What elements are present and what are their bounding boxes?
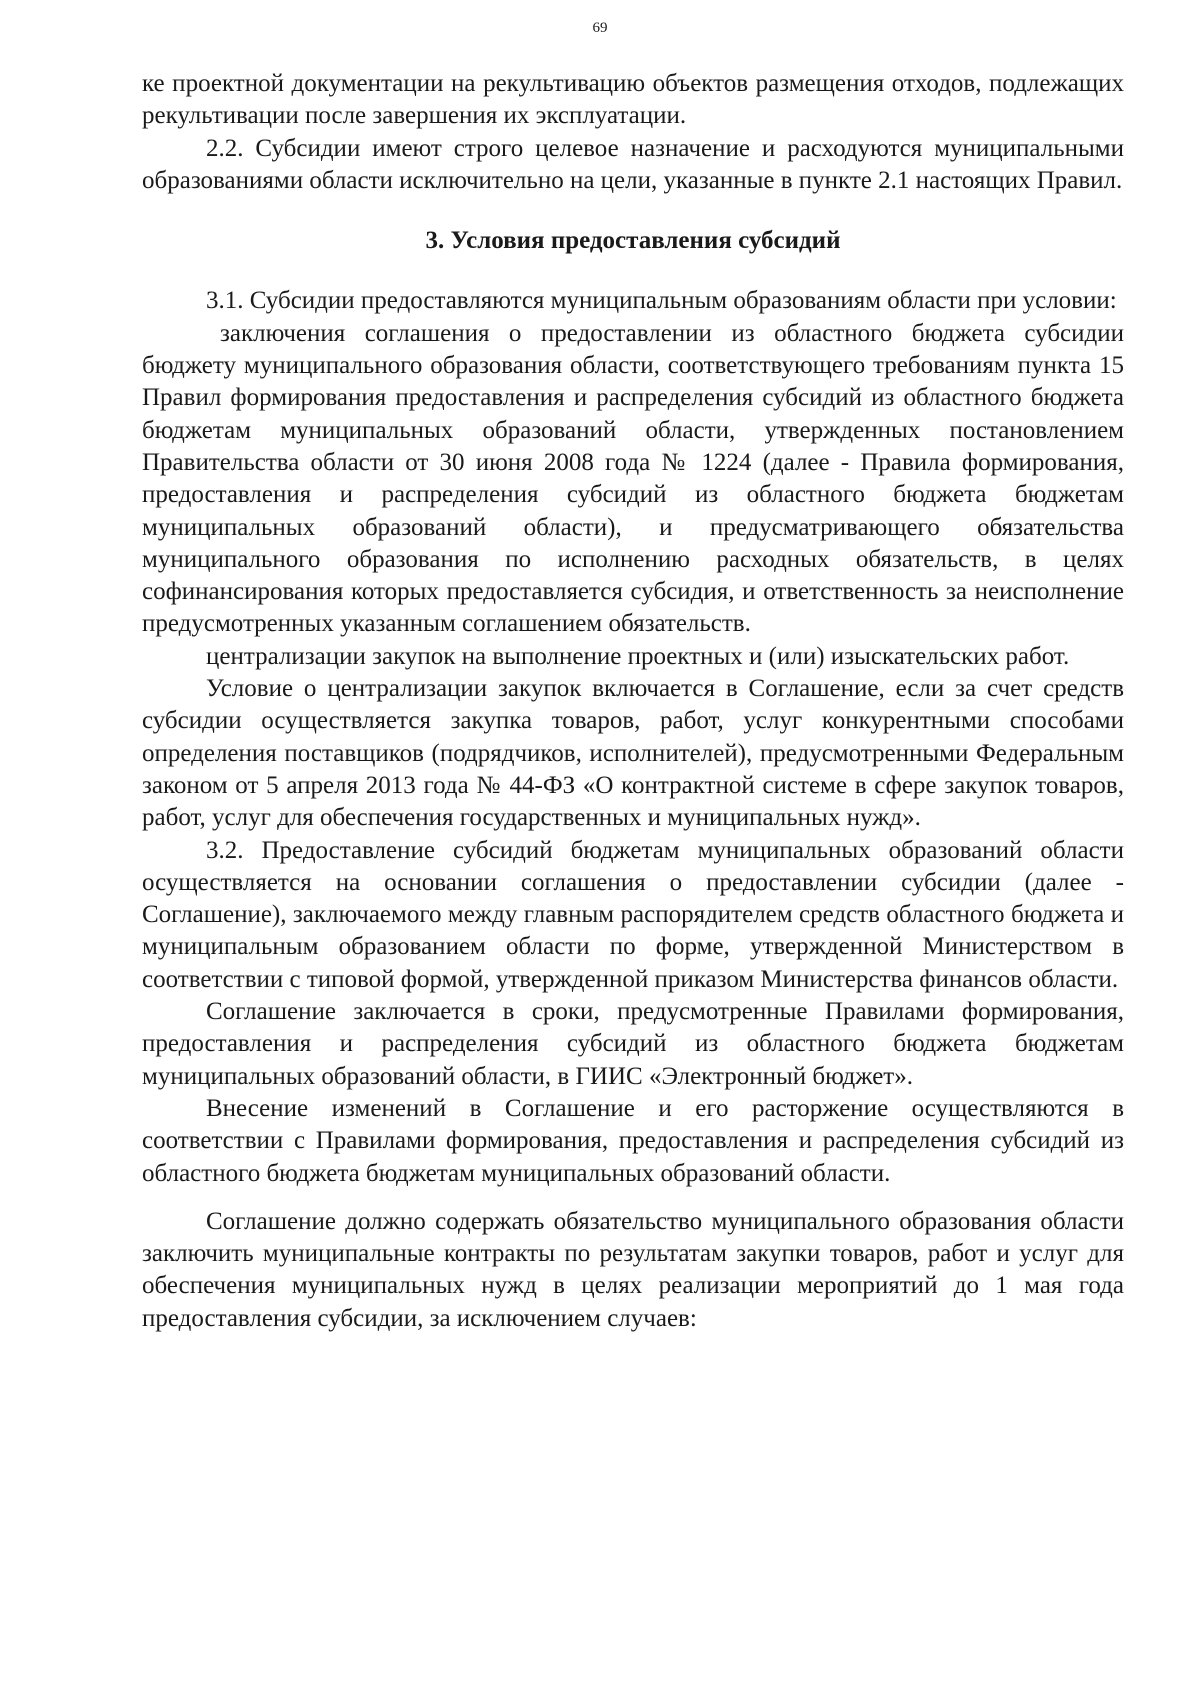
page-number: 69 (592, 20, 608, 36)
section-heading: 3. Условия предоставления субсидий (425, 227, 841, 255)
paragraph-agreement-changes: Внесение изменений в Соглашение и его расторжение осуществляются в соответствии с Правилами формирования, предоставления и распределения субсидий из областного бюджета бюджетам муниципальных образований области. (142, 1094, 1124, 1187)
paragraph-agreement-obligation: Соглашение должно содержать обязательство муниципального образования области заключить муниципальные контракты по результатам закупки товаров, работ и услуг для обеспечения муниципальных нужд в целях реализации мероприятий до 1 мая года предоставления субсидии, за исключением случаев: (142, 1207, 1124, 1332)
paragraph-2-2: 2.2. Субсидии имеют строго целевое назначение и расходуются муниципальными образованиями области исключительно на цели, указанные в пункте 2.1 настоящих Правил. (142, 134, 1124, 194)
paragraph-3-2: 3.2. Предоставление субсидий бюджетам муниципальных образований области осуществляется на основании соглашения о предоставлении субсидии (далее - Соглашение), заключаемого между главным распорядителем средств областного бюджета и муниципальным образованием области по форме, утвержденной Министерством в соответствии с типовой формой, утвержденной приказом Министерства финансов области. (142, 836, 1124, 993)
document-body (142, 68, 1124, 1335)
paragraph-agreement-terms: Соглашение заключается в сроки, предусмотренные Правилами формирования, предоставления и распределения субсидий из областного бюджета бюджетам муниципальных образований области, в ГИИС «Электронный бюджет». (142, 998, 1124, 1090)
paragraph-condition-centralization: централизации закупок на выполнение проектных и (или) изыскательских работ. (206, 642, 1070, 670)
paragraph-3-1: 3.1. Субсидии предоставляются муниципальным образованиям области при условии: (206, 287, 1117, 315)
paragraph-centralization-rule: Условие о централизации закупок включается в Соглашение, если за счет средств субсидии осуществляется закупка товаров, работ, услуг конкурентными способами определения поставщиков (подрядчиков, исполнителей), предусмотренными Федеральным законом от 5 апреля 2013 года № 44-ФЗ «О контрактной системе в сфере закупок товаров, работ, услуг для обеспечения государственных и муниципальных нужд». (142, 675, 1124, 832)
paragraph-continuation: ке проектной документации на рекультивацию объектов размещения отходов, подлежащих рекультивации после завершения их эксплуатации. (142, 70, 1124, 130)
paragraph-condition-agreement: заключения соглашения о предоставлении из областного бюджета субсидии бюджету муниципального образования области, соответствующего требованиям пункта 15 Правил формирования предоставления и распределения субсидий из областного бюджета бюджетам муниципальных образований области, утвержденных постановлением Правительства области от 30 июня 2008 года № 1224 (далее - Правила формирования, предоставления и распределения субсидий из областного бюджета бюджетам муниципальных образований области), и предусматривающего обязательства муниципального образования по исполнению расходных обязательств, в целях софинансирования которых предоставляется субсидия, и ответственность за неисполнение предусмотренных указанным соглашением обязательств. (142, 319, 1124, 638)
